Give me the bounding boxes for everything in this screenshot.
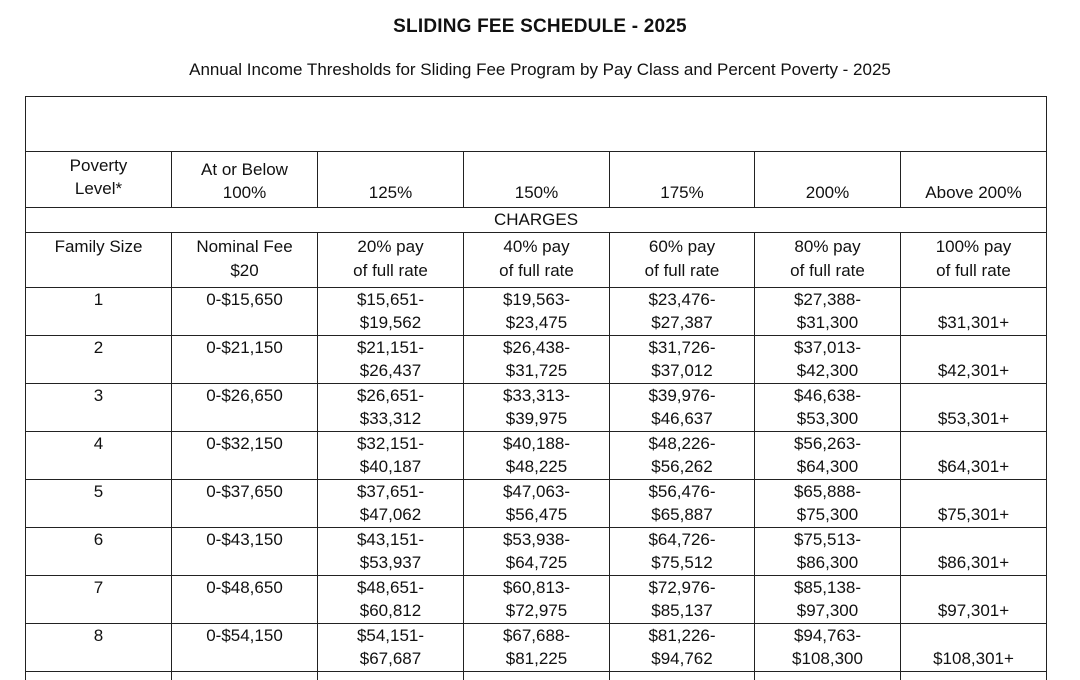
income-above-200-cell: $97,301+ [901,576,1047,624]
pay-class-100 [901,233,1047,288]
income-above-200-cell: $75,301+ [901,480,1047,528]
range-end: $60,812 [318,599,463,622]
income-above-200-cell: $42,301+ [901,336,1047,384]
pay-class-20-line1: 20% pay [318,235,463,259]
range-end: $81,225 [464,647,609,670]
range-end: $67,687 [318,647,463,670]
range-end: $75,300 [755,503,900,526]
continuation-cell [464,672,610,680]
range-end: $56,262 [610,455,754,478]
income-range-cell-150 [464,576,610,624]
range-end: $53,300 [755,407,900,430]
range-end: $46,637 [610,407,754,430]
income-range-cell-200 [755,336,901,384]
range-start: $48,651- [318,576,463,599]
range-end: $108,300 [755,647,900,670]
income-range-cell-175 [610,336,755,384]
pay-class-nominal [172,233,318,288]
pay-class-40 [464,233,610,288]
poverty-level-label [26,152,172,208]
sliding-fee-table [25,96,1047,680]
nominal-fee-range-cell: 0-$32,150 [172,432,318,480]
range-end: $94,762 [610,647,754,670]
range-end: $72,975 [464,599,609,622]
pay-class-20 [318,233,464,288]
family-size-cell: 3 [26,384,172,432]
family-size-cell: 7 [26,576,172,624]
table-row [26,384,1047,432]
family-size-cell: 5 [26,480,172,528]
table-row [26,432,1047,480]
table-row [26,336,1047,384]
income-above-200-cell: $31,301+ [901,288,1047,336]
continuation-cell [901,672,1047,680]
nominal-fee-range-cell: 0-$37,650 [172,480,318,528]
pay-class-nominal-line2: $20 [172,259,317,283]
nominal-fee-range-cell: 0-$48,650 [172,576,318,624]
income-range-cell-175 [610,288,755,336]
continuation-cell [26,672,172,680]
nominal-fee-range-cell: 0-$43,150 [172,528,318,576]
poverty-level-100-line1: At or Below [172,158,317,181]
income-range-cell-125 [318,624,464,672]
range-end: $31,725 [464,359,609,382]
poverty-level-200 [755,152,901,208]
nominal-fee-range-cell: 0-$15,650 [172,288,318,336]
range-start: $15,651- [318,288,463,311]
range-start: $26,651- [318,384,463,407]
poverty-level-label-line1: Poverty [26,154,171,177]
range-start: $75,513- [755,528,900,551]
blank-header-row [26,97,1047,152]
income-above-200-cell: $108,301+ [901,624,1047,672]
range-start: $31,726- [610,336,754,359]
charges-row [26,208,1047,233]
income-range-cell-125 [318,288,464,336]
nominal-fee-range-cell: 0-$54,150 [172,624,318,672]
family-size-cell: 1 [26,288,172,336]
range-start: $27,388- [755,288,900,311]
pay-class-40-line2: of full rate [464,259,609,283]
range-start: $43,151- [318,528,463,551]
range-end: $64,725 [464,551,609,574]
pay-class-60-line2: of full rate [610,259,754,283]
income-above-200-cell: $64,301+ [901,432,1047,480]
range-start: $26,438- [464,336,609,359]
income-range-cell-175 [610,480,755,528]
family-size-cell: 4 [26,432,172,480]
poverty-level-150 [464,152,610,208]
range-end: $31,300 [755,311,900,334]
income-range-cell-150 [464,480,610,528]
range-end: $56,475 [464,503,609,526]
pay-class-80-line1: 80% pay [755,235,900,259]
range-end: $48,225 [464,455,609,478]
nominal-fee-range-cell: 0-$26,650 [172,384,318,432]
range-end: $39,975 [464,407,609,430]
income-range-cell-150 [464,432,610,480]
family-size-cell: 6 [26,528,172,576]
range-start: $37,013- [755,336,900,359]
income-range-cell-175 [610,432,755,480]
income-range-cell-200 [755,288,901,336]
pay-class-60 [610,233,755,288]
range-end: $75,512 [610,551,754,574]
pay-class-100-line1: 100% pay [901,235,1046,259]
poverty-level-above-200-label: Above 200% [901,181,1046,204]
page-subtitle: Annual Income Thresholds for Sliding Fee Program by Pay Class and Percent Poverty - 2025 [0,60,1080,80]
income-range-cell-175 [610,624,755,672]
page-title: SLIDING FEE SCHEDULE - 2025 [0,16,1080,38]
range-end: $85,137 [610,599,754,622]
income-range-cell-150 [464,336,610,384]
poverty-level-above-200 [901,152,1047,208]
poverty-level-175-label: 175% [610,181,754,204]
continuation-cell [318,672,464,680]
income-range-cell-150 [464,384,610,432]
range-start: $85,138- [755,576,900,599]
pay-class-80-line2: of full rate [755,259,900,283]
income-range-cell-175 [610,528,755,576]
pay-class-40-line1: 40% pay [464,235,609,259]
range-start: $94,763- [755,624,900,647]
range-end: $27,387 [610,311,754,334]
income-range-cell-175 [610,576,755,624]
income-range-cell-125 [318,336,464,384]
range-end: $40,187 [318,455,463,478]
family-size-cell: 2 [26,336,172,384]
range-end: $53,937 [318,551,463,574]
range-end: $37,012 [610,359,754,382]
range-start: $65,888- [755,480,900,503]
income-range-cell-200 [755,576,901,624]
table-row [26,624,1047,672]
poverty-level-200-label: 200% [755,181,900,204]
poverty-level-150-label: 150% [464,181,609,204]
continuation-cell [755,672,901,680]
range-start: $39,976- [610,384,754,407]
range-start: $33,313- [464,384,609,407]
poverty-level-100-line2: 100% [172,181,317,204]
poverty-level-125 [318,152,464,208]
range-start: $56,476- [610,480,754,503]
range-start: $32,151- [318,432,463,455]
family-size-cell: 8 [26,624,172,672]
range-start: $47,063- [464,480,609,503]
nominal-fee-range-cell: 0-$21,150 [172,336,318,384]
income-range-cell-200 [755,432,901,480]
poverty-level-125-label: 125% [318,181,463,204]
range-start: $67,688- [464,624,609,647]
income-range-cell-125 [318,576,464,624]
poverty-level-175 [610,152,755,208]
pay-class-nominal-line1: Nominal Fee [172,235,317,259]
range-start: $40,188- [464,432,609,455]
range-start: $64,726- [610,528,754,551]
charges-label: CHARGES [26,208,1047,233]
family-size-label: Family Size [26,233,172,288]
range-end: $19,562 [318,311,463,334]
range-end: $42,300 [755,359,900,382]
table-continuation-row [26,672,1047,680]
range-start: $21,151- [318,336,463,359]
income-range-cell-200 [755,624,901,672]
range-start: $60,813- [464,576,609,599]
income-range-cell-125 [318,384,464,432]
poverty-level-100 [172,152,318,208]
pay-class-100-line2: of full rate [901,259,1046,283]
income-range-cell-125 [318,528,464,576]
income-range-cell-200 [755,384,901,432]
range-start: $72,976- [610,576,754,599]
income-above-200-cell: $53,301+ [901,384,1047,432]
pay-class-20-line2: of full rate [318,259,463,283]
income-range-cell-150 [464,624,610,672]
range-end: $97,300 [755,599,900,622]
income-range-cell-175 [610,384,755,432]
range-start: $53,938- [464,528,609,551]
income-range-cell-125 [318,432,464,480]
income-range-cell-150 [464,288,610,336]
range-start: $81,226- [610,624,754,647]
range-start: $37,651- [318,480,463,503]
continuation-cell [610,672,755,680]
range-start: $56,263- [755,432,900,455]
range-start: $48,226- [610,432,754,455]
poverty-level-label-line2: Level* [26,177,171,200]
income-range-cell-200 [755,480,901,528]
income-above-200-cell: $86,301+ [901,528,1047,576]
range-start: $23,476- [610,288,754,311]
poverty-level-row [26,152,1047,208]
blank-header-cell [26,97,1047,152]
table-row [26,288,1047,336]
range-end: $64,300 [755,455,900,478]
range-start: $54,151- [318,624,463,647]
range-start: $19,563- [464,288,609,311]
table-row [26,480,1047,528]
range-end: $33,312 [318,407,463,430]
income-range-cell-200 [755,528,901,576]
family-size-header-row [26,233,1047,288]
income-range-cell-125 [318,480,464,528]
range-end: $23,475 [464,311,609,334]
range-end: $65,887 [610,503,754,526]
range-end: $47,062 [318,503,463,526]
range-start: $46,638- [755,384,900,407]
pay-class-80 [755,233,901,288]
pay-class-60-line1: 60% pay [610,235,754,259]
income-range-cell-150 [464,528,610,576]
range-end: $26,437 [318,359,463,382]
continuation-cell [172,672,318,680]
range-end: $86,300 [755,551,900,574]
table-row [26,576,1047,624]
table-row [26,528,1047,576]
